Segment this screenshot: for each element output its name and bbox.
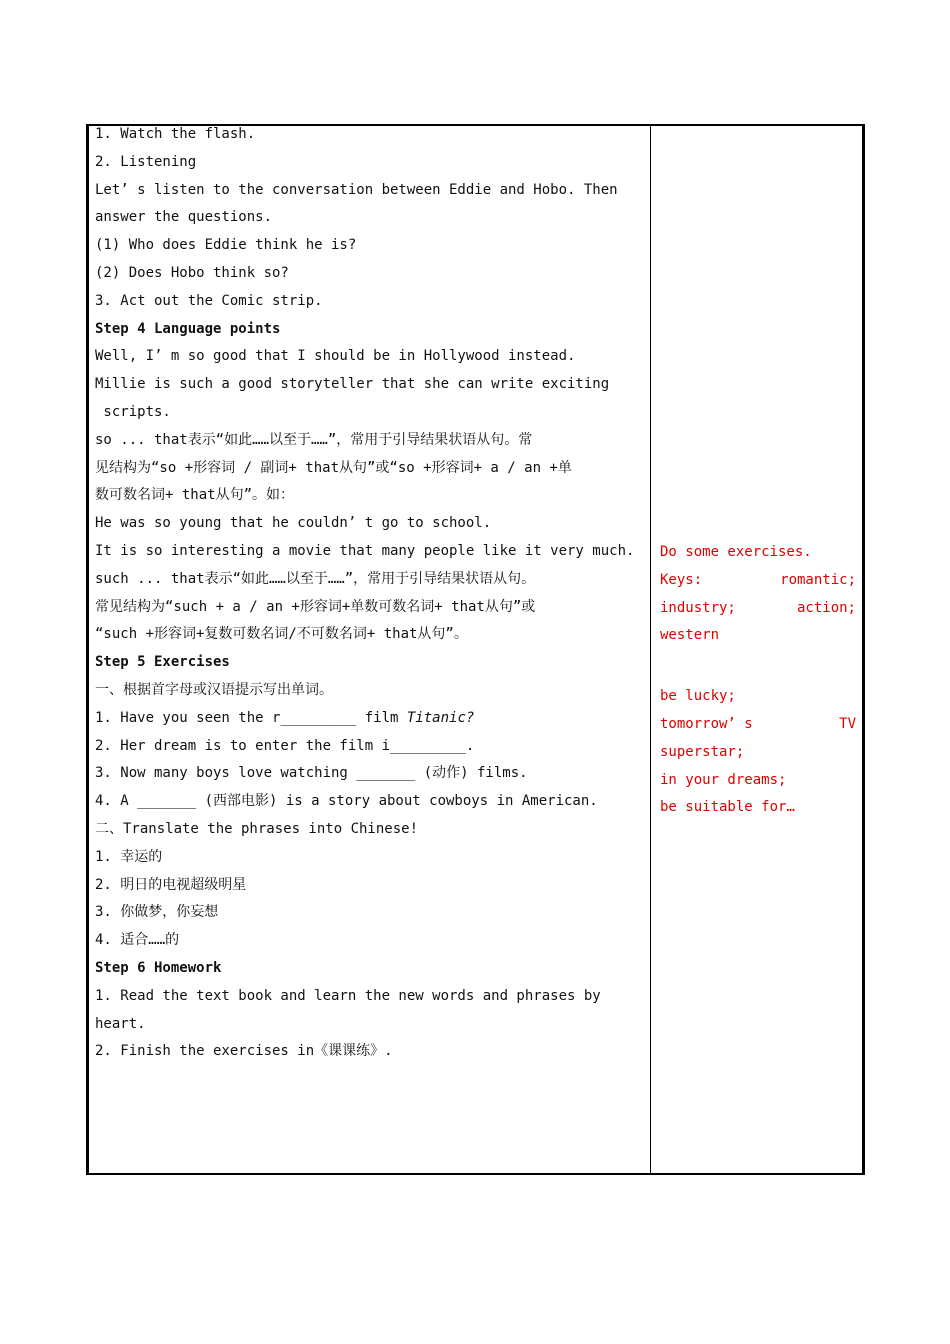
such-that-line-2: 常见结构为“such + a / an +形容词+单数可数名词+ that从句”或 (95, 598, 536, 615)
phrase-tomorrow-line (660, 711, 856, 739)
phrase-be-lucky: be lucky; (660, 688, 736, 705)
translate-2: 2. 明日的电视超级明星 (95, 876, 247, 893)
exercise-q2: 2. Her dream is to enter the film i_________. (95, 737, 475, 754)
homework-2: 2. Finish the exercises in《课课练》. (95, 1043, 393, 1060)
question-2: (2) Does Hobo think so? (95, 264, 289, 281)
language-point-2-cont: scripts. (95, 403, 171, 420)
key-romantic: romantic; (780, 571, 856, 588)
example-2: It is so interesting a movie that many people like it very much. (95, 542, 635, 559)
key-western: western (660, 627, 720, 644)
phrase-tomorrows: tomorrow’ s (660, 715, 753, 732)
such-that-line-1: such ... that表示“如此……以至于……”，常用于引导结果状语从句。 (95, 570, 536, 587)
exercise-q4: 4. A _______ (西部电影) is a story about cowboys in American. (95, 793, 598, 810)
exercise-section-1-heading: 一、根据首字母或汉语提示写出单词。 (95, 681, 333, 698)
line-answer-questions: answer the questions. (95, 209, 273, 226)
exercise-section-2-heading: 二、Translate the phrases into Chinese! (95, 820, 419, 837)
line-listening: 2. Listening (95, 153, 197, 170)
such-that-line-3: “such +形容词+复数可数名词/不可数名词+ that从句”。 (95, 626, 468, 643)
translate-4: 4. 适合……的 (95, 932, 180, 949)
exercise-q1-text: 1. Have you seen the r_________ film (95, 709, 407, 726)
homework-1: 1. Read the text book and learn the new words and phrases by (95, 987, 601, 1004)
column-divider (650, 124, 651, 1175)
homework-1-cont: heart. (95, 1015, 146, 1032)
language-point-1: Well, I’ m so good that I should be in Hollywood instead. (95, 348, 576, 365)
answer-keys-line-1 (660, 567, 856, 595)
key-industry: industry; (660, 599, 736, 616)
right-column (660, 539, 856, 822)
so-that-line-2: 见结构为“so +形容词 / 副词+ that从句”或“so +形容词+ a / an +单 (95, 459, 572, 476)
step5-heading: Step 5 Exercises (95, 654, 230, 671)
key-action: action; (796, 599, 856, 616)
phrase-be-suitable-for: be suitable for… (660, 799, 795, 816)
answer-intro: Do some exercises. (660, 544, 812, 560)
translate-3: 3. 你做梦，你妄想 (95, 904, 219, 921)
translate-1: 1. 幸运的 (95, 848, 163, 865)
question-1: (1) Who does Eddie think he is? (95, 237, 357, 254)
line-listen-instruction: Let’ s listen to the conversation between Eddie and Hobo. Then (95, 181, 618, 198)
phrase-superstar: superstar; (660, 743, 745, 760)
exercise-q1-title: Titanic? (406, 709, 475, 726)
line-act-out: 3. Act out the Comic strip. (95, 292, 323, 309)
keys-label: Keys: (660, 571, 703, 588)
line-watch-flash: 1. Watch the flash. (95, 126, 256, 142)
exercise-q3: 3. Now many boys love watching _______ (动作) films. (95, 765, 528, 782)
step6-heading: Step 6 Homework (95, 959, 222, 976)
so-that-line-1: so ... that表示“如此……以至于……”，常用于引导结果状语从句。常 (95, 431, 533, 448)
step4-heading: Step 4 Language points (95, 320, 281, 337)
exercise-q1 (95, 705, 645, 733)
language-point-2: Millie is such a good storyteller that she can write exciting (95, 376, 610, 393)
phrase-in-your-dreams: in your dreams; (660, 771, 787, 788)
phrase-tv: TV (839, 715, 856, 732)
so-that-line-3: 数可数名词+ that从句”。如： (95, 487, 295, 504)
answer-keys-line-2 (660, 595, 856, 623)
example-1: He was so young that he couldn’ t go to school. (95, 515, 492, 532)
left-column (95, 121, 645, 1066)
